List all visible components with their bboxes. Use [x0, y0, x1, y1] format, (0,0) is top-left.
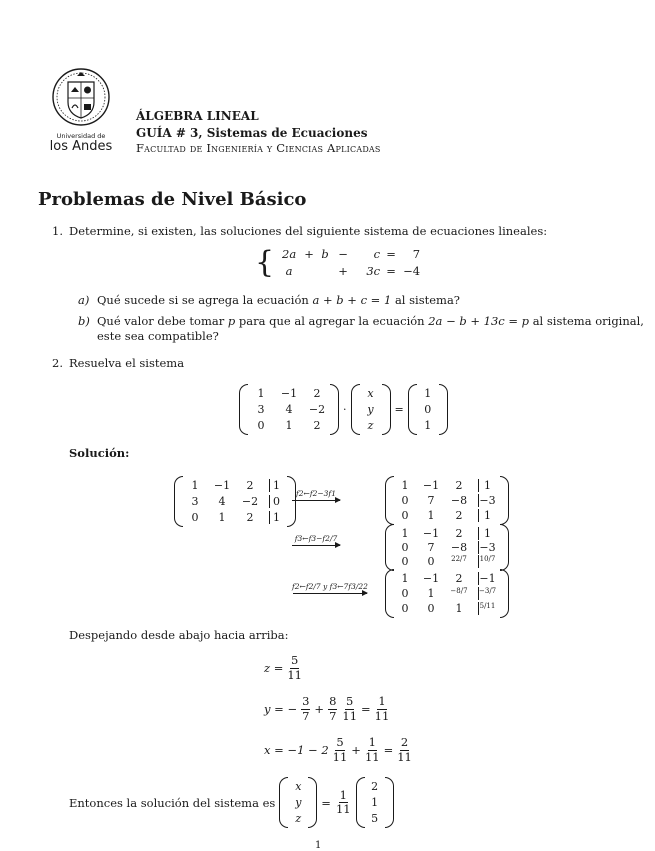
part-a-label: a) [78, 293, 90, 307]
s0-34: 1 [269, 511, 283, 524]
s3-32: 0 [427, 602, 435, 615]
s2-13: 2 [455, 527, 463, 540]
s2-14: 1 [478, 527, 496, 540]
s1-11: 1 [401, 479, 409, 492]
s1-34: 1 [478, 509, 496, 522]
guide-title: GUÍA # 3, Sistemas de Ecuaciones [136, 126, 368, 140]
s3-12: −1 [422, 572, 440, 585]
problem-1-part-a [78, 293, 460, 307]
s2-24: −3 [479, 541, 496, 554]
a12: −1 [280, 387, 298, 400]
final-solution-vector [356, 777, 394, 828]
s1-24: −3 [479, 494, 496, 507]
eq-x-equals: = [383, 743, 394, 757]
a32: 1 [285, 419, 293, 432]
sys-r2-c5: 3c [366, 264, 381, 278]
row-op-2 [292, 534, 340, 546]
vector-b [408, 384, 448, 435]
system-brace: { [255, 244, 275, 280]
part-b-label: b) [78, 314, 90, 328]
eq-y-b-num: 8 [329, 694, 337, 708]
a23: −2 [308, 403, 326, 416]
sys-r2-c3 [318, 264, 332, 278]
sys-r1-c3: b [321, 247, 329, 261]
eq-x-lhs: x = −1 − 2 [264, 743, 329, 757]
final-var-z: z [295, 812, 302, 825]
sys-r1-c6: = [386, 247, 396, 261]
eq-x-plus: + [351, 743, 361, 757]
eq-z-lhs: z = [264, 661, 284, 675]
vector-x [351, 384, 391, 435]
s3-34: 5/11 [478, 602, 496, 615]
sys-r1-c1: 2a [282, 247, 297, 261]
problem-1-number: 1. [52, 224, 63, 238]
equation-y [264, 696, 390, 722]
sys-r2-c2 [300, 264, 318, 278]
s1-14: 1 [478, 479, 496, 492]
eq-y-equals: = [361, 702, 371, 716]
s3-11: 1 [401, 572, 409, 585]
a11: 1 [257, 387, 265, 400]
s2-11: 1 [401, 527, 409, 540]
x-3: z [367, 419, 374, 432]
s3-14: −1 [479, 572, 496, 585]
equation-z [264, 655, 303, 681]
sys-r1-c7: 7 [412, 247, 421, 261]
s1-23: −8 [450, 494, 468, 507]
part-b-mid: para que al agregar la ecuación [235, 314, 429, 328]
sys-r2-c1: a [285, 264, 293, 278]
university-logo [48, 64, 114, 153]
eq-y-r-num: 1 [378, 694, 386, 708]
augmented-matrix-step1 [385, 476, 509, 525]
s3-31: 0 [401, 602, 409, 615]
faculty-name: Facultad de Ingeniería y Ciencias Aplicadas [136, 141, 381, 155]
eq-y-plus: + [314, 702, 325, 716]
eq-x-b-num: 1 [368, 735, 376, 749]
s1-13: 2 [455, 479, 463, 492]
problem-1-statement: Determine, si existen, las soluciones del siguiente sistema de ecuaciones lineales: [69, 224, 548, 238]
final-text: Entonces la solución del sistema es [69, 795, 276, 810]
final-val-3: 5 [371, 812, 379, 825]
s3-33: 1 [455, 602, 463, 615]
crest-icon [51, 64, 111, 130]
eq-y-r-den: 11 [374, 708, 390, 723]
augmented-matrix-start [174, 476, 296, 527]
s2-33: 22/7 [451, 555, 467, 563]
s3-23: −8/7 [450, 587, 468, 595]
s1-22: 7 [427, 494, 435, 507]
row-op-3 [292, 582, 368, 594]
s2-31: 0 [401, 555, 409, 568]
final-vars-vector [279, 777, 317, 828]
s0-11: 1 [191, 479, 199, 492]
part-b-equation: 2a − b + 13c = p [428, 314, 530, 328]
s3-21: 0 [401, 587, 409, 600]
s2-22: 7 [427, 541, 435, 554]
sys-r2-c7: −4 [403, 264, 421, 278]
s1-12: −1 [422, 479, 440, 492]
part-a-pre: Qué sucede si se agrega la ecuación [97, 293, 313, 307]
problem-2-number: 2. [52, 356, 63, 370]
final-answer [69, 777, 394, 828]
s0-22: 4 [218, 495, 226, 508]
matrix-equation [239, 384, 448, 435]
s2-32: 0 [427, 555, 435, 568]
matrix-A [239, 384, 339, 435]
eq-z-den: 11 [287, 667, 302, 682]
eq-x-r-den: 11 [397, 749, 412, 764]
s0-24: 0 [269, 495, 283, 508]
final-var-y: y [295, 796, 302, 809]
final-val-1: 2 [371, 780, 379, 793]
s0-31: 0 [191, 511, 199, 524]
augmented-matrix-step2 [385, 524, 509, 571]
a22: 4 [285, 403, 293, 416]
s3-22: 1 [427, 587, 435, 600]
sys-r2-c4: + [338, 264, 348, 278]
eq-z-num: 5 [291, 653, 299, 667]
eq-y-a-num: 3 [302, 694, 310, 708]
problem-1-part-b [78, 314, 644, 328]
eq-x-r-num: 2 [400, 735, 409, 749]
s2-21: 0 [401, 541, 409, 554]
s0-33: 2 [246, 511, 254, 524]
s1-31: 0 [401, 509, 409, 522]
section-title: Problemas de Nivel Básico [38, 189, 307, 210]
b-3: 1 [424, 419, 432, 432]
s3-13: 2 [455, 572, 463, 585]
equation-system [255, 244, 421, 280]
a13: 2 [313, 387, 321, 400]
s0-32: 1 [218, 511, 226, 524]
row-op-1-label: f2←f2−3f1 [296, 489, 336, 498]
b-1: 1 [424, 387, 432, 400]
logo-caption-small: Universidad de [56, 132, 106, 140]
equation-x [264, 737, 413, 763]
eq-y-c-num: 5 [346, 694, 354, 708]
a21: 3 [257, 403, 265, 416]
s1-33: 2 [455, 509, 463, 522]
augmented-matrix-step3 [385, 569, 509, 618]
eq-x-b-den: 11 [364, 749, 380, 764]
part-b-line2: este sea compatible? [97, 329, 219, 343]
part-b-var: p [227, 314, 236, 328]
eq-x-a-num: 5 [336, 735, 344, 749]
s1-32: 1 [427, 509, 435, 522]
s2-34: 10/7 [478, 555, 496, 568]
problem-2-statement: Resuelva el sistema [69, 356, 185, 370]
final-scalar-num: 1 [339, 787, 347, 802]
eq-y-c-den: 11 [342, 708, 358, 723]
part-b-pre: Qué valor debe tomar [97, 314, 228, 328]
x-1: x [367, 387, 374, 400]
final-val-2: 1 [371, 796, 379, 809]
logo-caption-large: los Andes [49, 139, 113, 154]
s0-13: 2 [246, 479, 254, 492]
page-number: 1 [315, 840, 322, 851]
eq-y-b-den: 7 [329, 708, 337, 723]
s1-21: 0 [401, 494, 409, 507]
row-op-3-label: f2←f2/7 y f3←7f3/22 [292, 582, 368, 591]
final-scalar-den: 11 [335, 802, 351, 816]
s0-23: −2 [241, 495, 259, 508]
a33: 2 [313, 419, 321, 432]
solution-label: Solución: [69, 446, 130, 460]
back-substitution-intro: Despejando desde abajo hacia arriba: [69, 628, 289, 642]
row-op-2-label: f3←f3−f2/7 [294, 534, 338, 543]
sys-r1-c4: − [338, 247, 348, 261]
part-a-equation: a + b + c = 1 [312, 293, 392, 307]
part-b-post: al sistema original, [529, 314, 644, 328]
s2-23: −8 [450, 541, 468, 554]
part-a-post: al sistema? [391, 293, 460, 307]
dot-operator: · [343, 403, 347, 416]
sys-r1-c2: + [304, 247, 314, 261]
b-2: 0 [424, 403, 432, 416]
eq-y-a-den: 7 [302, 708, 310, 723]
eq-y-lhs: y = − [264, 702, 298, 716]
equals-sign: = [394, 403, 404, 416]
sys-r1-c5: c [373, 247, 381, 261]
s2-12: −1 [422, 527, 440, 540]
s0-21: 3 [191, 495, 199, 508]
course-title: ÁLGEBRA LINEAL [136, 109, 259, 123]
row-op-1 [292, 489, 340, 501]
s0-12: −1 [213, 479, 231, 492]
x-2: y [367, 403, 374, 416]
eq-x-a-den: 11 [332, 749, 348, 764]
final-equals: = [321, 795, 331, 810]
sys-r2-c6: = [386, 264, 396, 278]
s0-14: 1 [269, 479, 283, 492]
a31: 0 [257, 419, 265, 432]
s3-24: −3/7 [478, 587, 496, 600]
final-var-x: x [295, 780, 302, 793]
